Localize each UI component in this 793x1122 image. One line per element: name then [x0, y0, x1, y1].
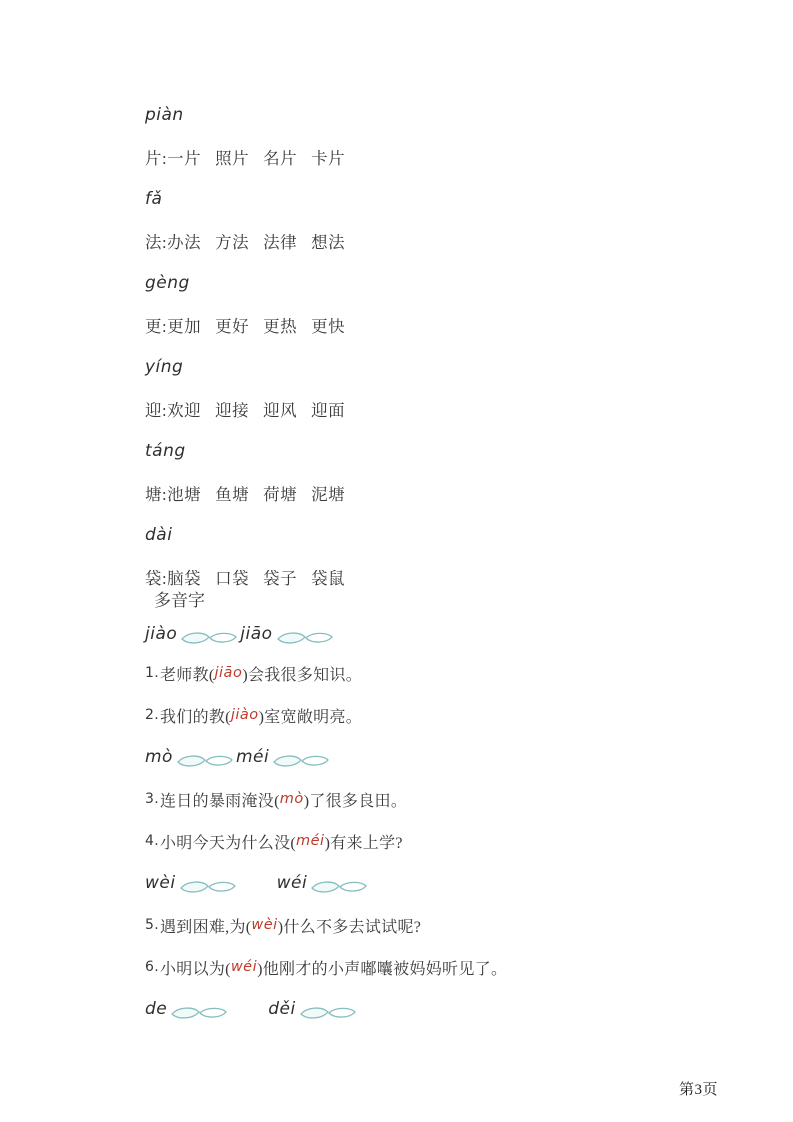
pinyin-line	[145, 94, 745, 136]
leaf-decoration-icon	[299, 1005, 357, 1021]
word: 一片	[167, 149, 202, 168]
word: 想法	[311, 233, 346, 252]
vocab-head: 袋:	[145, 569, 168, 588]
word: 袋鼠	[311, 569, 346, 588]
vocab-head: 塘:	[145, 485, 168, 504]
sentence-text: 我们的教(	[159, 708, 231, 726]
vocab-head: 片:	[145, 149, 168, 168]
vocab-line	[145, 472, 745, 514]
sentence-text: )室宽敞明亮。	[258, 708, 363, 726]
vocab-line	[145, 136, 745, 178]
word: 迎接	[215, 401, 250, 420]
word: 迎风	[263, 401, 298, 420]
sentence-number: 5.	[145, 917, 159, 933]
sentence-text: 小明今天为什么没(	[159, 834, 296, 852]
page-content	[145, 94, 745, 1030]
vocab-head: 更:	[145, 317, 168, 336]
section-title: 多音字	[154, 591, 205, 610]
word: 口袋	[215, 569, 250, 588]
leaf-decoration-icon	[170, 1005, 228, 1021]
word: 泥塘	[311, 485, 346, 504]
sentence-pinyin-answer: jiāo	[214, 665, 243, 681]
sentence	[145, 820, 745, 862]
leaf-decoration-icon	[310, 879, 368, 895]
polyphonic-pinyin: jiāo	[240, 624, 273, 644]
polyphonic-pinyin-line	[145, 862, 745, 904]
sentence-text: 遇到困难,为(	[159, 918, 252, 936]
word: 更快	[311, 317, 346, 336]
sentence-text: )会我很多知识。	[242, 666, 363, 684]
word: 欢迎	[167, 401, 202, 420]
word: 池塘	[167, 485, 202, 504]
word: 法律	[263, 233, 298, 252]
word: 更好	[215, 317, 250, 336]
pinyin-label: fǎ	[145, 189, 163, 209]
pinyin-label: gèng	[145, 273, 190, 293]
sentence-text: )有来上学?	[324, 834, 403, 852]
sentence	[145, 904, 745, 946]
sentence-pinyin-answer: mò	[279, 791, 304, 807]
word: 更热	[263, 317, 298, 336]
sentence-text: )他刚才的小声嘟囔被妈妈听见了。	[257, 960, 508, 978]
pinyin-label: dài	[145, 525, 173, 545]
word: 卡片	[311, 149, 346, 168]
sentence-pinyin-answer: méi	[296, 833, 325, 849]
sentence-text: 小明以为(	[159, 960, 231, 978]
leaf-decoration-icon	[179, 879, 237, 895]
sentence-pinyin-answer: wéi	[230, 959, 258, 975]
pinyin-label: táng	[145, 441, 186, 461]
sentence	[145, 778, 745, 820]
vocab-line	[145, 388, 745, 430]
sentence	[145, 694, 745, 736]
sentence-number: 3.	[145, 791, 159, 807]
polyphonic-pinyin-line	[145, 988, 745, 1030]
word: 脑袋	[167, 569, 202, 588]
sentence-number: 4.	[145, 833, 159, 849]
sentence-number: 1.	[145, 665, 159, 681]
word: 照片	[215, 149, 250, 168]
polyphonic-pinyin: mò	[145, 747, 173, 767]
word: 荷塘	[263, 485, 298, 504]
sentence-pinyin-answer: wèi	[251, 917, 278, 933]
leaf-decoration-icon	[272, 753, 330, 769]
sentence-number: 6.	[145, 959, 159, 975]
page-number: 第3页	[678, 1082, 718, 1098]
polyphonic-pinyin: wéi	[276, 873, 308, 893]
pinyin-line	[145, 514, 745, 556]
polyphonic-pinyin: děi	[268, 999, 296, 1019]
polyphonic-pinyin-line	[145, 616, 745, 652]
pinyin-line	[145, 346, 745, 388]
sentence-text: )什么不多去试试呢?	[277, 918, 422, 936]
word: 鱼塘	[215, 485, 250, 504]
word: 袋子	[263, 569, 298, 588]
polyphonic-pinyin: wèi	[145, 873, 176, 893]
sentence	[145, 652, 745, 694]
leaf-decoration-icon	[180, 630, 238, 646]
polyphonic-pinyin: méi	[235, 747, 270, 767]
sentence-text: 连日的暴雨淹没(	[159, 792, 280, 810]
polyphonic-pinyin: de	[145, 999, 168, 1019]
sentence-pinyin-answer: jiào	[230, 707, 259, 723]
pinyin-label: piàn	[145, 105, 184, 125]
sentence-number: 2.	[145, 707, 159, 723]
polyphonic-pinyin: jiào	[145, 624, 178, 644]
vocab-line	[145, 304, 745, 346]
word: 方法	[215, 233, 250, 252]
pinyin-line	[145, 178, 745, 220]
vocab-line	[145, 220, 745, 262]
word: 更加	[167, 317, 202, 336]
word: 名片	[263, 149, 298, 168]
pinyin-line	[145, 430, 745, 472]
vocab-head: 法:	[145, 233, 168, 252]
sentence	[145, 946, 745, 988]
leaf-decoration-icon	[276, 630, 334, 646]
word: 迎面	[311, 401, 346, 420]
pinyin-line	[145, 262, 745, 304]
sentence-text: 老师教(	[159, 666, 215, 684]
word: 办法	[167, 233, 202, 252]
polyphonic-pinyin-line	[145, 736, 745, 778]
vocab-head: 迎:	[145, 401, 168, 420]
leaf-decoration-icon	[176, 753, 234, 769]
sentence-text: )了很多良田。	[303, 792, 408, 810]
pinyin-label: yíng	[145, 357, 184, 377]
